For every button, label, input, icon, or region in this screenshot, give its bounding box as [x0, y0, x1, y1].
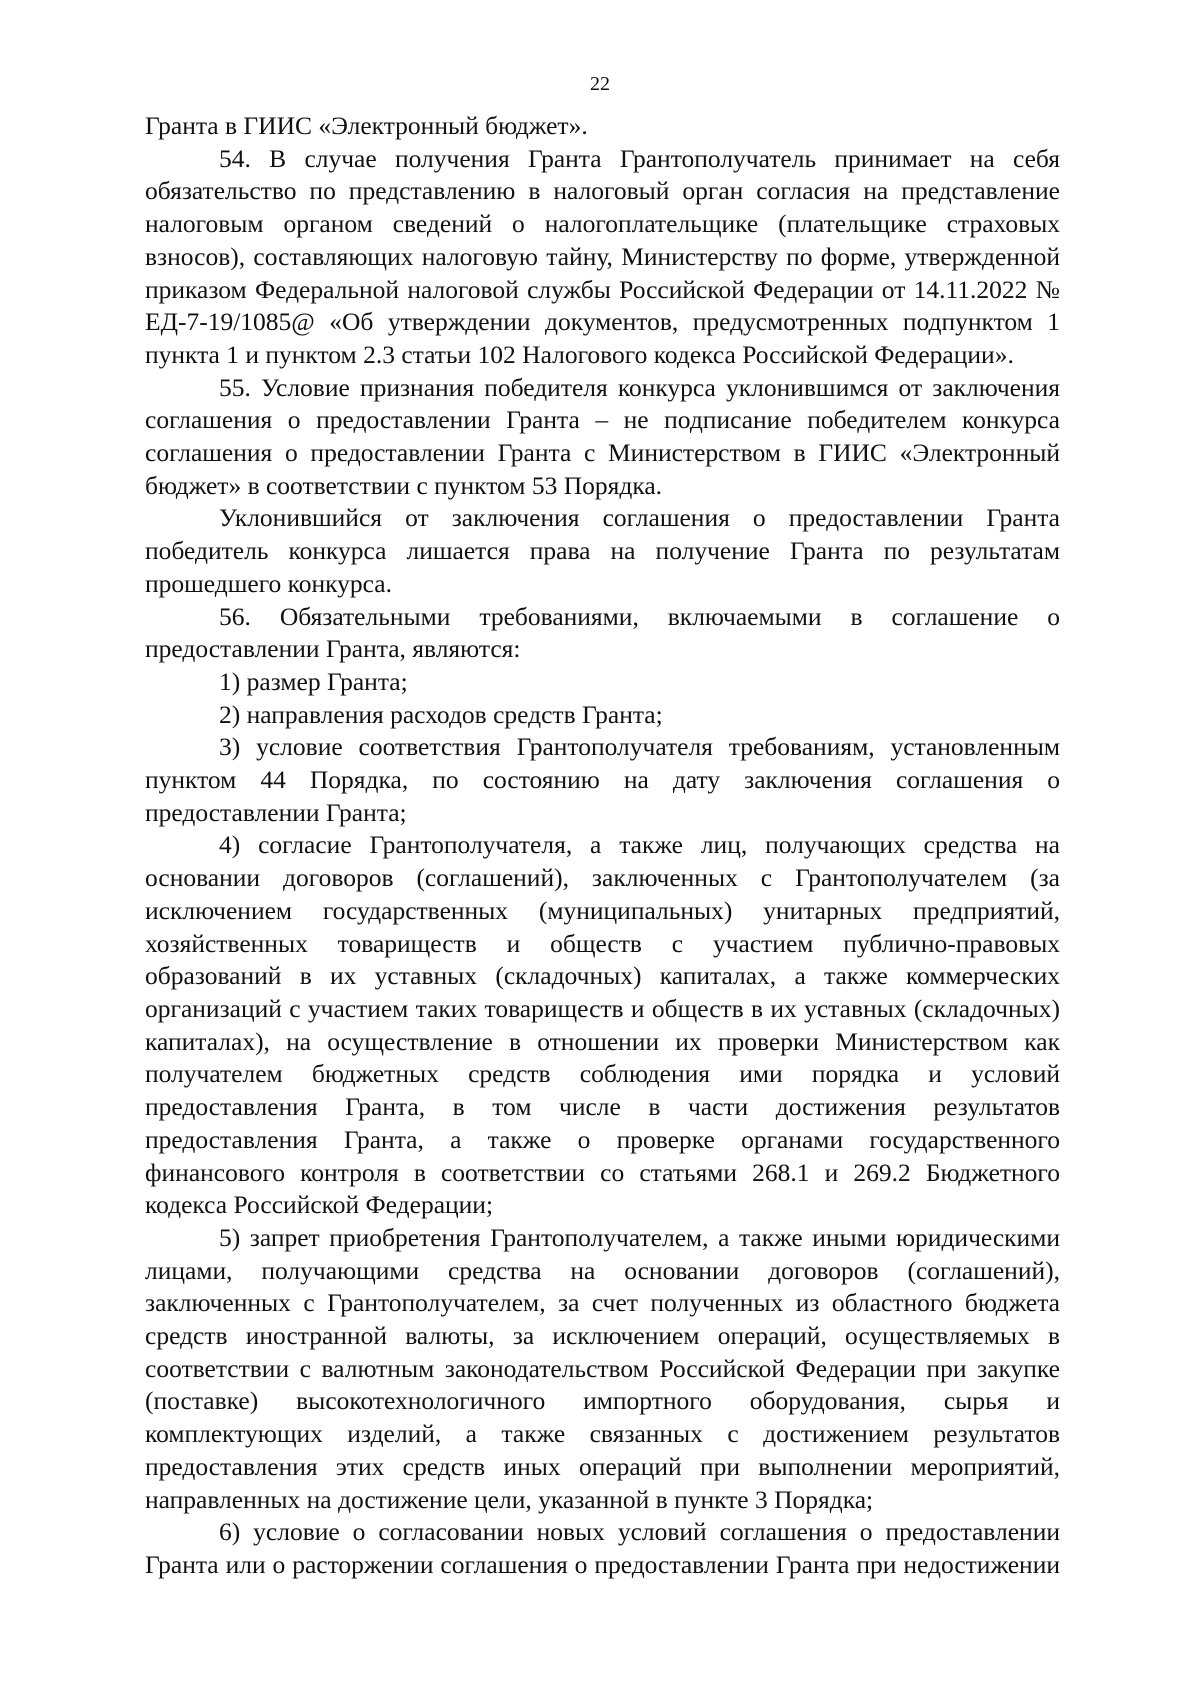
paragraph: Уклонившийся от заключения соглашения о предоставлении Гранта победитель конкурса лишается права на получение Гранта по результатам прошедшего конкурса.: [145, 503, 1060, 598]
page-number: 22: [590, 73, 610, 95]
list-item: 6) условие о согласовании новых условий соглашения о предоставлении Гранта или о расторжении соглашения о предоставлении Гранта при недостижении: [145, 1517, 1060, 1579]
paragraph: Гранта в ГИИС «Электронный бюджет».: [145, 111, 588, 140]
paragraph-item-55: 55. Условие признания победителя конкурса уклонившимся от заключения соглашения о предоставлении Гранта – не подписание победителем конкурса соглашения о предоставлении Гранта с Министерством в ГИИС «Электронный бюджет» в соответствии с пунктом 53 Порядка.: [145, 372, 1060, 500]
paragraph-item-54: 54. В случае получения Гранта Грантополучатель принимает на себя обязательство по представлению в налоговый орган согласия на представление налоговым органом сведений о налогоплательщике (плательщике страховых взносов), составляющих налоговую тайну, Министерству по форме, утвержденной приказом Федеральной налоговой службы Российской Федерации от 14.11.2022 № ЕД-7-19/1085@ «Об утверждении документов, предусмотренных подпунктом 1 пункта 1 и пунктом 2.3 статьи 102 Налогового кодекса Российской Федерации».: [145, 143, 1060, 369]
list-item: 4) согласие Грантополучателя, а также лиц, получающих средства на основании договоров (соглашений), заключенных с Грантополучателем (за исключением государственных (муниципальных) унитарных предприятий, хозяйственных товариществ и обществ с участием публично-правовых образований в их уставных (складочных) капиталах, а также коммерческих организаций с участием таких товариществ и обществ в их уставных (складочных) капиталах), на осуществление в отношении их проверки Министерством как получателем бюджетных средств соблюдения ими порядка и условий предоставления Гранта, в том числе в части достижения результатов предоставления Гранта, а также о проверке органами государственного финансового контроля в соответствии со статьями 268.1 и 269.2 Бюджетного кодекса Российской Федерации;: [145, 830, 1060, 1220]
list-item: 5) запрет приобретения Грантополучателем, а также иными юридическими лицами, получающими средства на основании договоров (соглашений), заключенных с Грантополучателем, за счет полученных из областного бюджета средств иностранной валюты, за исключением операций, осуществляемых в соответствии с валютным законодательством Российской Федерации при закупке (поставке) высокотехнологичного импортного оборудования, сырья и комплектующих изделий, а также связанных с достижением результатов предоставления этих средств иных операций при выполнении мероприятий, направленных на достижение цели, указанной в пункте 3 Порядка;: [145, 1222, 1060, 1514]
list-item: 2) направления расходов средств Гранта;: [219, 699, 663, 729]
paragraph-item-56: 56. Обязательными требованиями, включаемыми в соглашение о предоставлении Гранта, являются:: [145, 601, 1060, 664]
list-item: 1) размер Гранта;: [219, 666, 408, 696]
list-item: 3) условие соответствия Грантополучателя требованиям, установленным пунктом 44 Порядка, по состоянию на дату заключения соглашения о предоставлении Гранта;: [145, 732, 1060, 827]
document-body: [145, 110, 1060, 1582]
